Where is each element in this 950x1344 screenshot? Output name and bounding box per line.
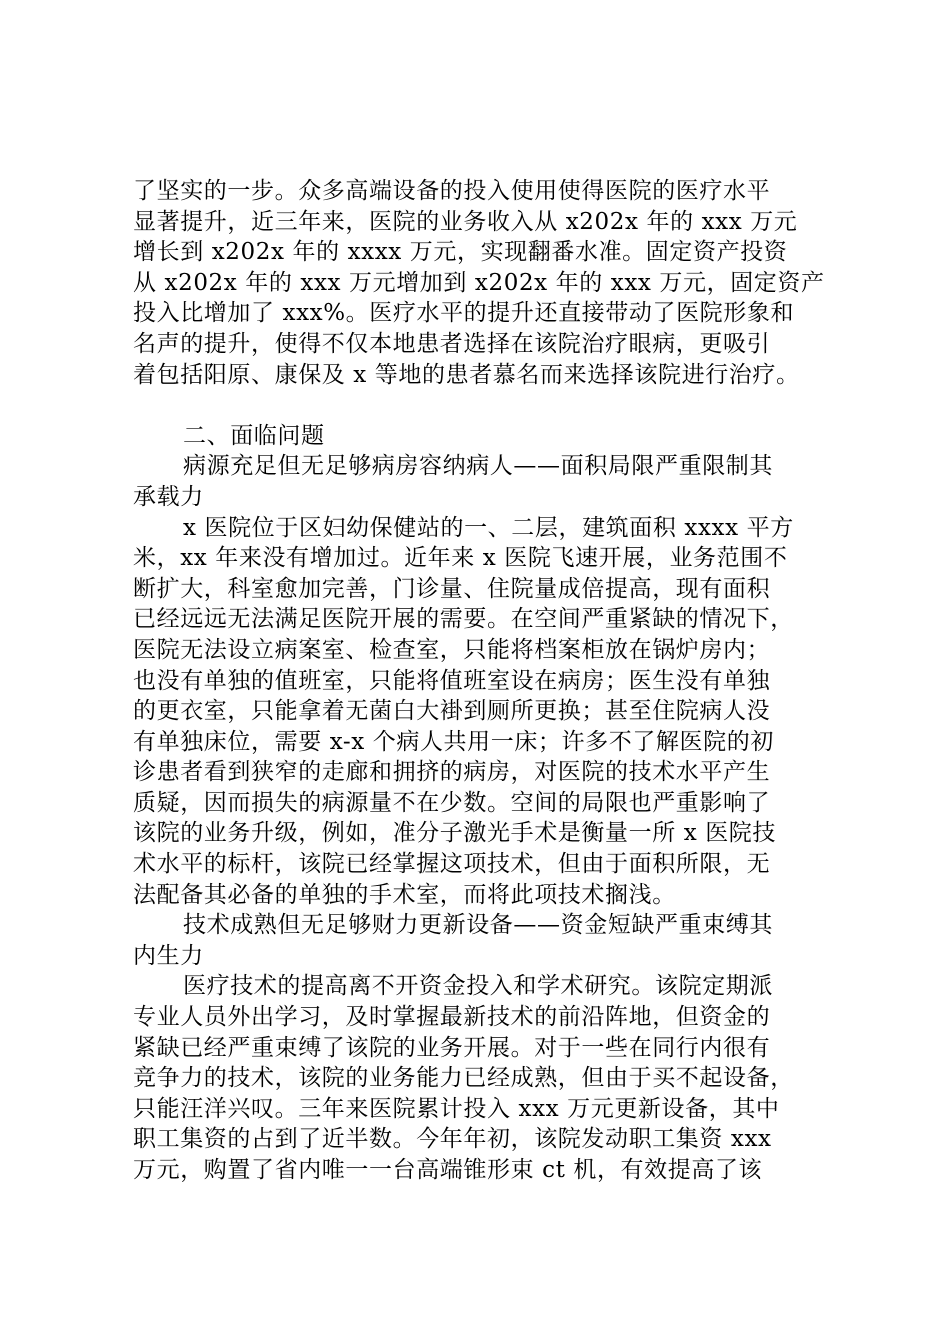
text-line: 显著提升，近三年来，医院的业务收入从 x202x 年的 xxx 万元: [133, 208, 798, 235]
text-line: 病源充足但无足够病房容纳病人——面积局限严重限制其: [183, 453, 773, 480]
text-line: 从 x202x 年的 xxx 万元增加到 x202x 年的 xxx 万元，固定资产: [133, 269, 825, 296]
text-line: 有单独床位，需要 x-x 个病人共用一床；许多不了解医院的初: [133, 728, 774, 755]
text-line: 竞争力的技术，该院的业务能力已经成熟，但由于买不起设备，: [133, 1065, 794, 1092]
text-line: 职工集资的占到了近半数。今年年初，该院发动职工集资 xxx: [133, 1126, 772, 1153]
text-line: 医疗技术的提高离不开资金投入和学术研究。该院定期派: [183, 973, 773, 1000]
text-line: 着包括阳原、康保及 x 等地的患者慕名而来选择该院进行治疗。: [133, 361, 800, 388]
text-line: 术水平的标杆，该院已经掌握这项技术，但由于面积所限，无: [133, 851, 771, 878]
paragraph-spacer: [133, 390, 833, 421]
text-line: 内生力: [133, 942, 204, 969]
paragraph-achievements: [133, 176, 833, 390]
subheading-funding-shortage: [133, 910, 833, 971]
text-line: 米，xx 年来没有增加过。近年来 x 医院飞速开展，业务范围不: [133, 545, 788, 572]
text-line: 已经远远无法满足医院开展的需要。在空间严重紧缺的情况下，: [133, 606, 794, 633]
text-line: 增长到 x202x 年的 xxxx 万元，实现翻番水准。固定资产投资: [133, 239, 788, 266]
text-line: 质疑，因而损失的病源量不在少数。空间的局限也严重影响了: [133, 789, 771, 816]
subheading-space-shortage: [133, 451, 833, 512]
text-line: 诊患者看到狭窄的走廊和拥挤的病房，对医院的技术水平产生: [133, 759, 771, 786]
text-line: 断扩大，科室愈加完善，门诊量、住院量成倍提高，现有面积: [133, 575, 771, 602]
text-line: 了坚实的一步。众多高端设备的投入使用使得医院的医疗水平: [133, 178, 771, 204]
paragraph-space-shortage: [133, 513, 833, 911]
paragraph-funding-shortage: [133, 971, 833, 1185]
text-line: 投入比增加了 xxx%。医疗水平的提升还直接带动了医院形象和: [133, 300, 795, 327]
text-line: 技术成熟但无足够财力更新设备——资金短缺严重束缚其: [183, 912, 773, 939]
text-line: 承载力: [133, 483, 204, 510]
text-line: 只能汪洋兴叹。三年来医院累计投入 xxx 万元更新设备，其中: [133, 1095, 780, 1122]
text-line: 名声的提升，使得不仅本地患者选择在该院治疗眼病，更吸引: [133, 330, 771, 357]
text-line: 万元，购置了省内唯一一台高端锥形束 ct 机，有效提高了该: [133, 1157, 763, 1183]
text-line: 法配备其必备的单独的手术室，而将此项技术搁浅。: [133, 881, 676, 908]
text-line: 也没有单独的值班室，只能将值班室设在病房；医生没有单独: [133, 667, 771, 694]
text-line: 紧缺已经严重束缚了该院的业务开展。对于一些在同行内很有: [133, 1034, 771, 1061]
text-line: 该院的业务升级，例如，准分子激光手术是衡量一所 x 医院技: [133, 820, 776, 847]
section-heading: 二、面临问题: [183, 422, 325, 449]
text-line: 的更衣室，只能拿着无菌白大褂到厕所更换；甚至住院病人没: [133, 698, 771, 725]
text-line: 专业人员外出学习，及时掌握最新技术的前沿阵地，但资金的: [133, 1004, 771, 1031]
text-line: x 医院位于区妇幼保健站的一、二层，建筑面积 xxxx 平方: [183, 514, 794, 541]
text-line: 医院无法设立病案室、检查室，只能将档案柜放在锅炉房内；: [133, 636, 771, 663]
document-body: [133, 176, 833, 1186]
